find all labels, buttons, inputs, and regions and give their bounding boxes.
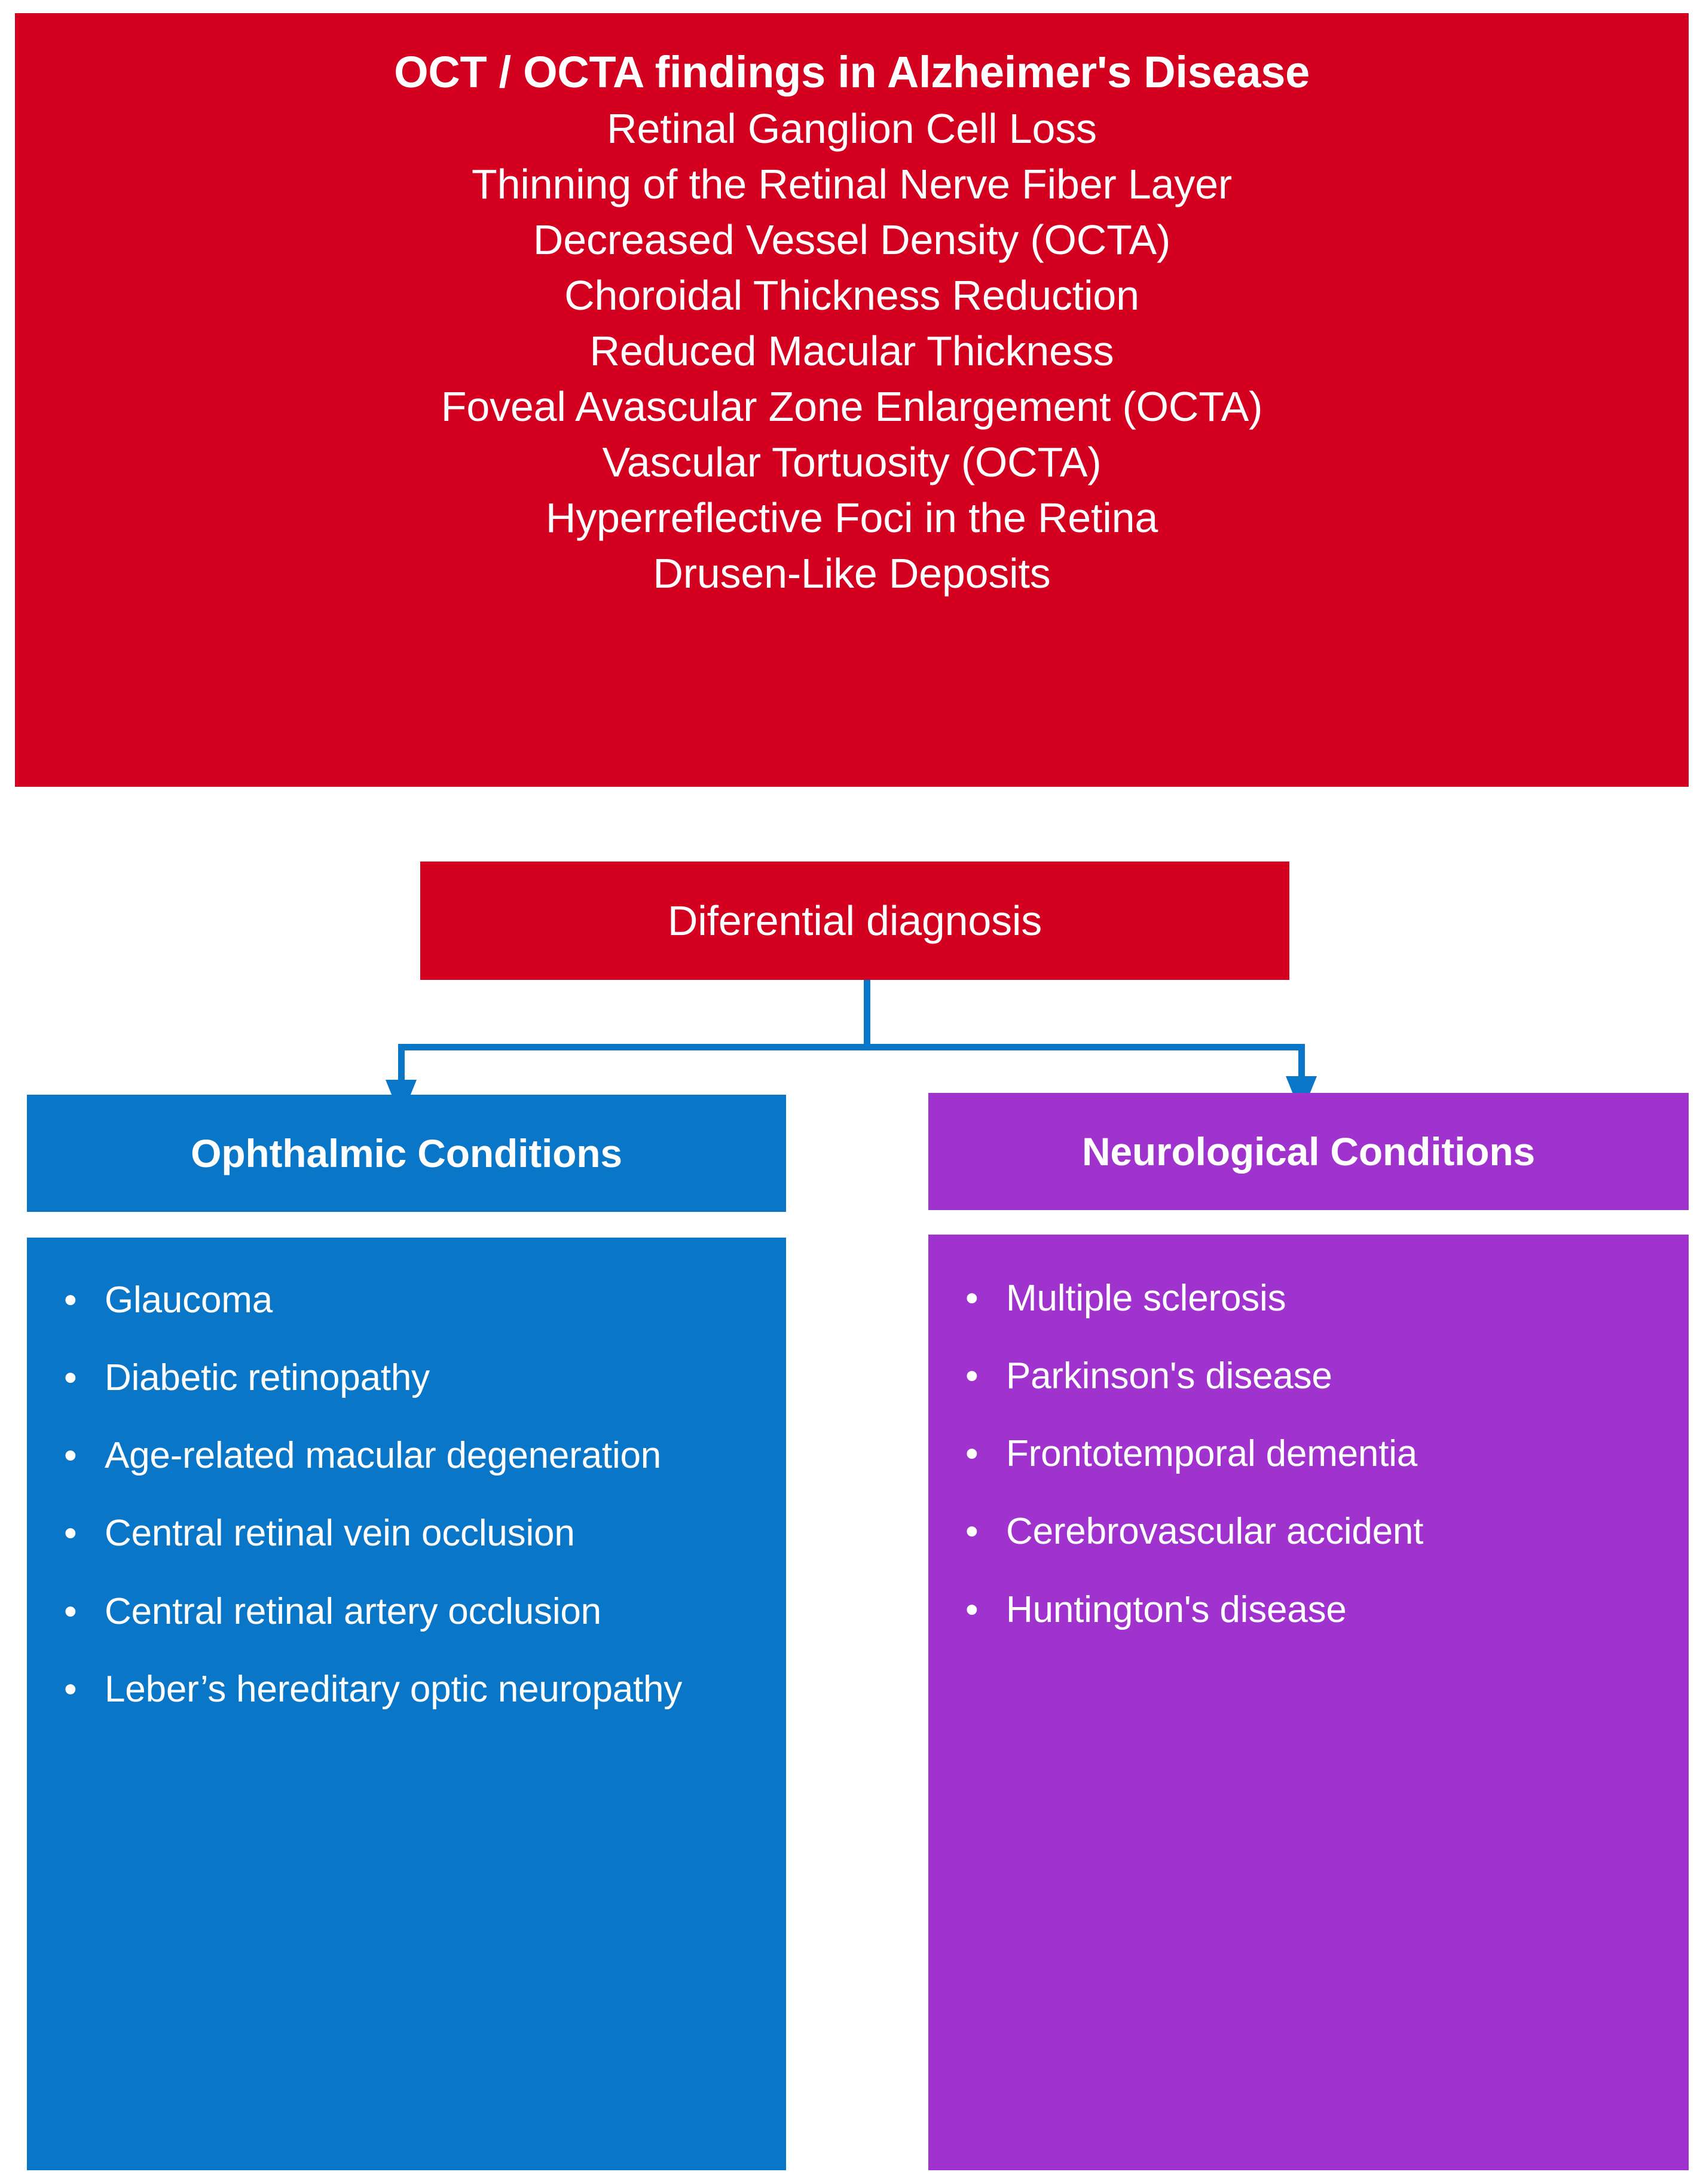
list-item-label: Age-related macular degeneration [105,1435,662,1477]
list-item-label: Parkinson's disease [1006,1355,1332,1397]
bullet-icon: • [64,1513,77,1554]
ophthalmic-conditions-header-label: Ophthalmic Conditions [191,1131,622,1175]
neurological-conditions-header [928,1093,1689,1210]
list-item [27,1356,772,1400]
neurological-conditions-list [928,1276,1674,1632]
bullet-icon: • [965,1433,979,1475]
findings-item: Retinal Ganglion Cell Loss [607,105,1097,152]
findings-item: Decreased Vessel Density (OCTA) [533,216,1171,263]
list-item [928,1276,1674,1320]
list-item [928,1510,1674,1553]
ophthalmic-conditions-header [27,1095,786,1212]
list-item [928,1354,1674,1398]
list-item-label: Diabetic retinopathy [105,1357,430,1399]
bullet-icon: • [64,1357,77,1399]
findings-item: Drusen-Like Deposits [653,550,1051,597]
bullet-icon: • [64,1279,77,1321]
list-item-label: Cerebrovascular accident [1006,1511,1424,1553]
list-item-label: Glaucoma [105,1279,273,1321]
connector-horizontal-bar [398,1044,1305,1050]
bullet-icon: • [965,1589,979,1630]
bullet-icon: • [965,1511,979,1553]
list-item [928,1432,1674,1476]
bullet-icon: • [965,1278,979,1319]
findings-item: Choroidal Thickness Reduction [564,272,1139,319]
findings-item: Hyperreflective Foci in the Retina [545,494,1158,542]
list-item [27,1434,772,1477]
list-item [27,1590,772,1633]
list-item [27,1511,772,1555]
differential-diagnosis-label: Diferential diagnosis [667,897,1042,944]
ophthalmic-conditions-list [27,1278,772,1711]
list-item [27,1278,772,1322]
connector-stem-vertical [864,980,870,1050]
differential-diagnosis-node [420,862,1289,980]
list-item [27,1667,772,1711]
findings-item: Reduced Macular Thickness [589,328,1114,375]
list-item-label: Huntington's disease [1006,1589,1347,1630]
findings-item: Thinning of the Retinal Nerve Fiber Layer [472,160,1232,207]
list-item-label: Central retinal artery occlusion [105,1590,601,1632]
neurological-conditions-header-label: Neurological Conditions [1081,1129,1536,1174]
bullet-icon: • [64,1668,77,1710]
list-item-label: Multiple sclerosis [1006,1278,1286,1319]
neurological-conditions-body [928,1235,1689,2170]
bullet-icon: • [965,1355,979,1397]
list-item-label: Leber’s hereditary optic neuropathy [105,1668,683,1710]
list-item-label: Frontotemporal dementia [1006,1433,1418,1475]
oct-octa-findings-panel [15,13,1689,787]
bullet-icon: • [64,1435,77,1477]
connector-drop-left [398,1044,405,1083]
ophthalmic-conditions-body [27,1238,786,2170]
findings-panel-title: OCT / OCTA findings in Alzheimer's Disease [394,47,1310,97]
findings-item: Vascular Tortuosity (OCTA) [602,439,1102,486]
list-item-label: Central retinal vein occlusion [105,1513,575,1554]
list-item [928,1588,1674,1632]
findings-item: Foveal Avascular Zone Enlargement (OCTA) [441,383,1263,430]
bullet-icon: • [64,1590,77,1632]
